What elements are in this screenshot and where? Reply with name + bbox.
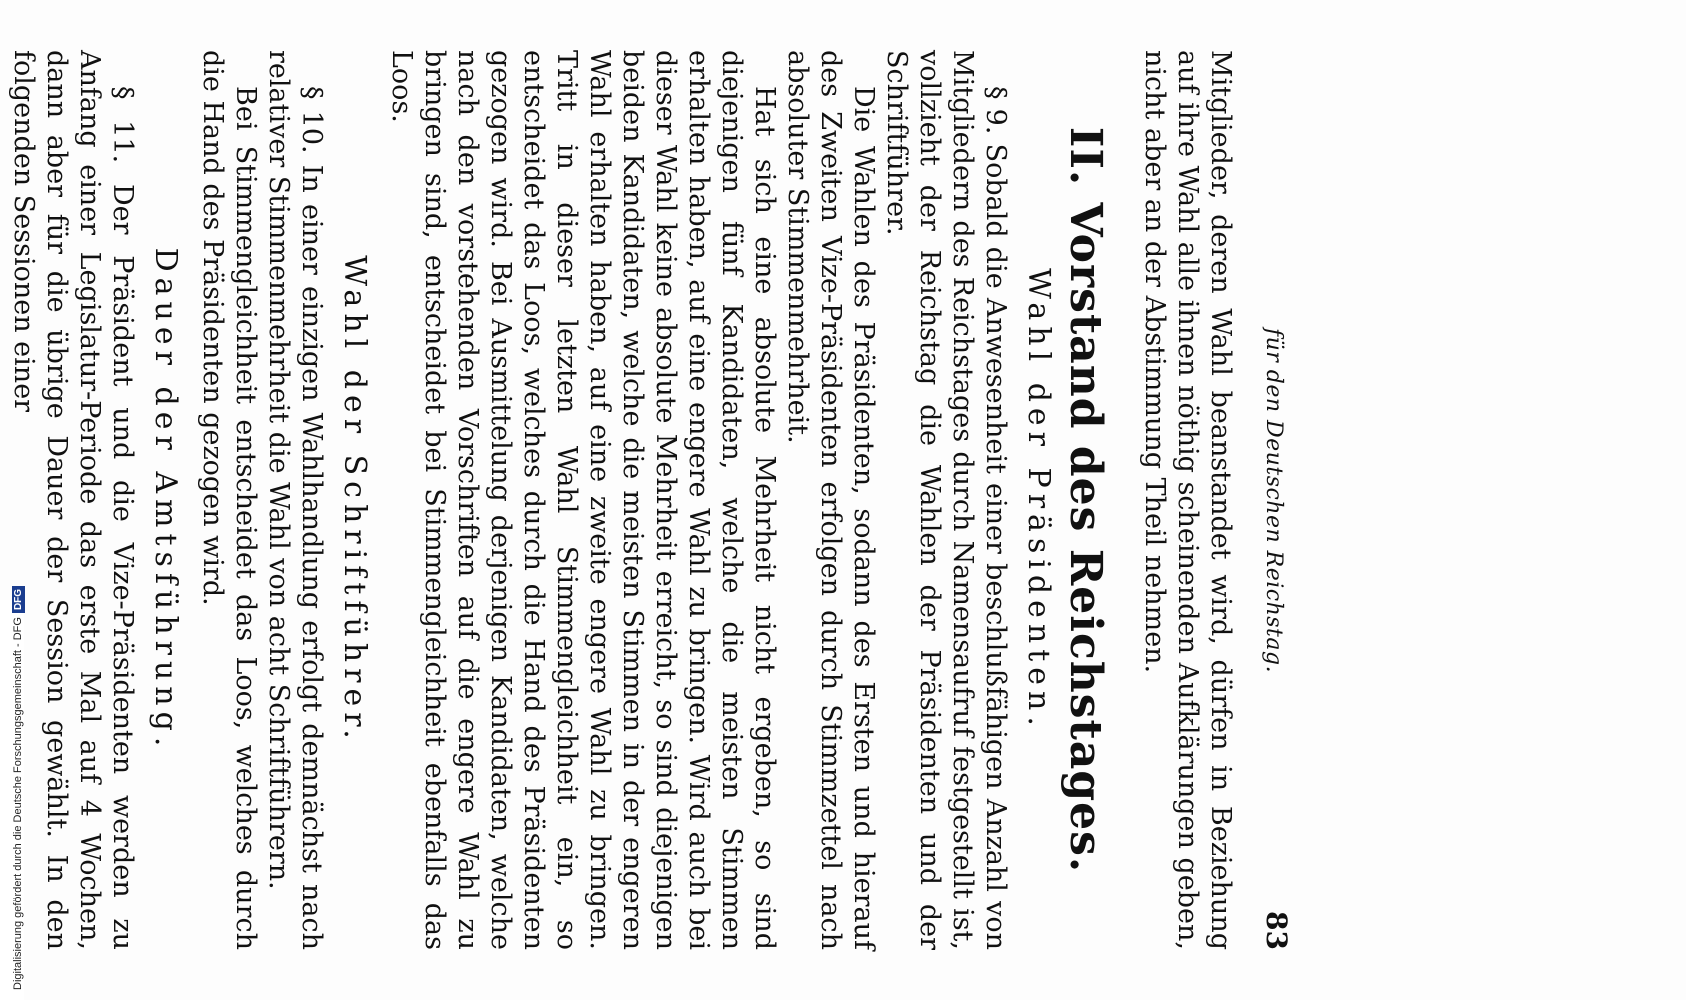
section-title: II. Vorstand des Reichstages. [1060, 126, 1111, 874]
page-content [0, 50, 1293, 950]
paragraph-9-elections: Die Wahlen des Präsidenten, sodann des Ersten und hierauf des Zweiten Vize-Präsidenten erfolgen durch Stimmzettel nach absoluter Stimmenmehrheit. [782, 50, 879, 950]
paragraph-9: § 9. Sobald die Anwesenheit einer beschlußfähigen Anzahl von Mitgliedern des Reichstages durch Namensaufruf festgestellt ist, vollzieht der Reichstag die Wahlen der Präsidenten und der Schriftführer. [881, 50, 1011, 950]
signature-mark [0, 50, 1, 950]
digitization-note-text: Digitalisierung gefördert durch die Deutsche Forschungsgemeinschaft - DFG [12, 617, 24, 990]
paragraph-9-majority: Hat sich eine absolute Mehrheit nicht ergeben, so sind diejenigen fünf Kandidaten, welche die meisten Stimmen erhalten haben, auf eine engere Wahl zu bringen. Wird auch bei dieser Wahl keine absolute Mehrheit erreicht, so sind diejenigen beiden Kandidaten, welche die meisten Stimmen in der engeren Wahl erhalten haben, auf eine zweite engere Wahl zu bringen. Tritt in dieser letzten Wahl Stimmengleichheit ein, so entscheidet das Loos, welches durch die Hand des Präsidenten gezogen wird. Bei Ausmittelung derjenigen Kandidaten, welche nach den vorstehenden Vorschriften auf die engere Wahl zu bringen sind, entscheidet bei Stimmengleichheit ebenfalls das Loos. [386, 50, 780, 950]
paragraph-10: § 10. In einer einzigen Wahlhandlung erfolgt demnächst nach relativer Stimmenmehrheit die Wahl von acht Schriftführern. [263, 50, 327, 950]
subheading-secretary-election: Wahl der Schriftführer. [337, 255, 372, 745]
running-head [1257, 50, 1293, 950]
opening-paragraph: Mitglieder, deren Wahl beanstandet wird, dürfen in Beziehung auf ihre Wahl alle ihnen nöthig scheinenden Aufklärungen geben, nicht aber an der Abstimmung Theil nehmen. [1139, 50, 1236, 950]
running-head-title: für den Deutschen Reichstag. [1261, 327, 1286, 674]
dfg-logo-icon: DFG [12, 586, 25, 613]
subheading-president-election: Wahl der Präsidenten. [1021, 268, 1056, 732]
paragraph-10-tie: Bei Stimmengleichheit entscheidet das Loos, welches durch die Hand des Präsidenten gezogen wird. [197, 50, 261, 950]
subheading-term-of-office: Dauer der Amtsführung. [148, 247, 183, 753]
page-number: 83 [1260, 911, 1293, 950]
paragraph-11: § 11. Der Präsident und die Vize-Präsidenten werden zu Anfang einer Legislatur-Periode das erste Mal auf 4 Wochen, dann aber für die übrige Dauer der Session gewählt. In den folgenden Sessionen einer [8, 50, 138, 950]
